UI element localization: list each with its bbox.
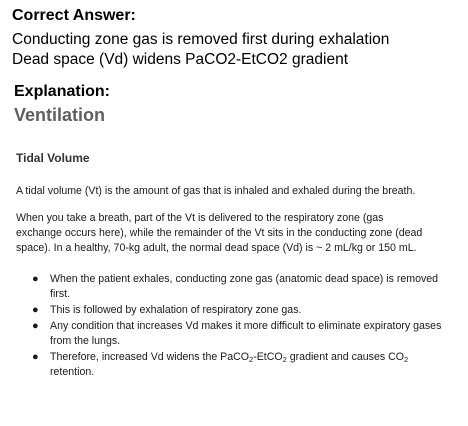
bullet-icon: ● xyxy=(32,304,39,316)
bullet-list xyxy=(16,272,454,380)
answer-line-2: Dead space (Vd) widens PaCO2-EtCO2 gradient xyxy=(12,51,348,68)
bullet-text-part: Therefore, increased Vd widens the PaCO xyxy=(50,351,250,363)
bullet-text: This is followed by exhalation of respiratory zone gas. xyxy=(50,304,302,316)
bullet-text: Any condition that increases Vd makes it more difficult to eliminate expiratory gases from the lungs. xyxy=(50,320,442,347)
answer-line-1: Conducting zone gas is removed first during exhalation xyxy=(12,31,390,48)
section-title: Ventilation xyxy=(14,105,106,125)
list-item xyxy=(32,319,454,349)
bullet-text: When the patient exhales, conducting zone gas (anatomic dead space) is removed first. xyxy=(50,273,439,300)
list-item xyxy=(32,350,454,380)
list-item xyxy=(32,272,454,302)
bullet-icon: ● xyxy=(32,351,39,363)
subscript: 2 xyxy=(282,355,287,364)
subscript: 2 xyxy=(404,355,409,364)
bullet-text-part: -EtCO xyxy=(253,351,283,363)
list-item xyxy=(32,303,454,318)
bullet-icon: ● xyxy=(32,273,39,285)
bullet-text-part: retention. xyxy=(50,366,95,378)
bullet-text-part: gradient and causes CO xyxy=(286,351,405,363)
bullet-icon: ● xyxy=(32,320,39,332)
explanation-heading: Explanation: xyxy=(14,83,111,100)
subscript: 2 xyxy=(249,355,254,364)
explanation-content xyxy=(16,150,458,380)
paragraph-tidal-volume: A tidal volume (Vt) is the amount of gas that is inhaled and exhaled during the breath. xyxy=(16,185,416,197)
correct-answer-heading: Correct Answer: xyxy=(12,7,136,24)
paragraph-dead-space: When you take a breath, part of the Vt is delivered to the respiratory zone (gas exchange occurs here), while the remainder of the Vt sits in the conducting zone (dead space). In a healthy, 70-kg adult, the normal dead space (Vd) is ~ 2 mL/kg or 150 mL. xyxy=(16,212,423,254)
subsection-title: Tidal Volume xyxy=(16,151,90,165)
bullet-text xyxy=(50,351,408,378)
